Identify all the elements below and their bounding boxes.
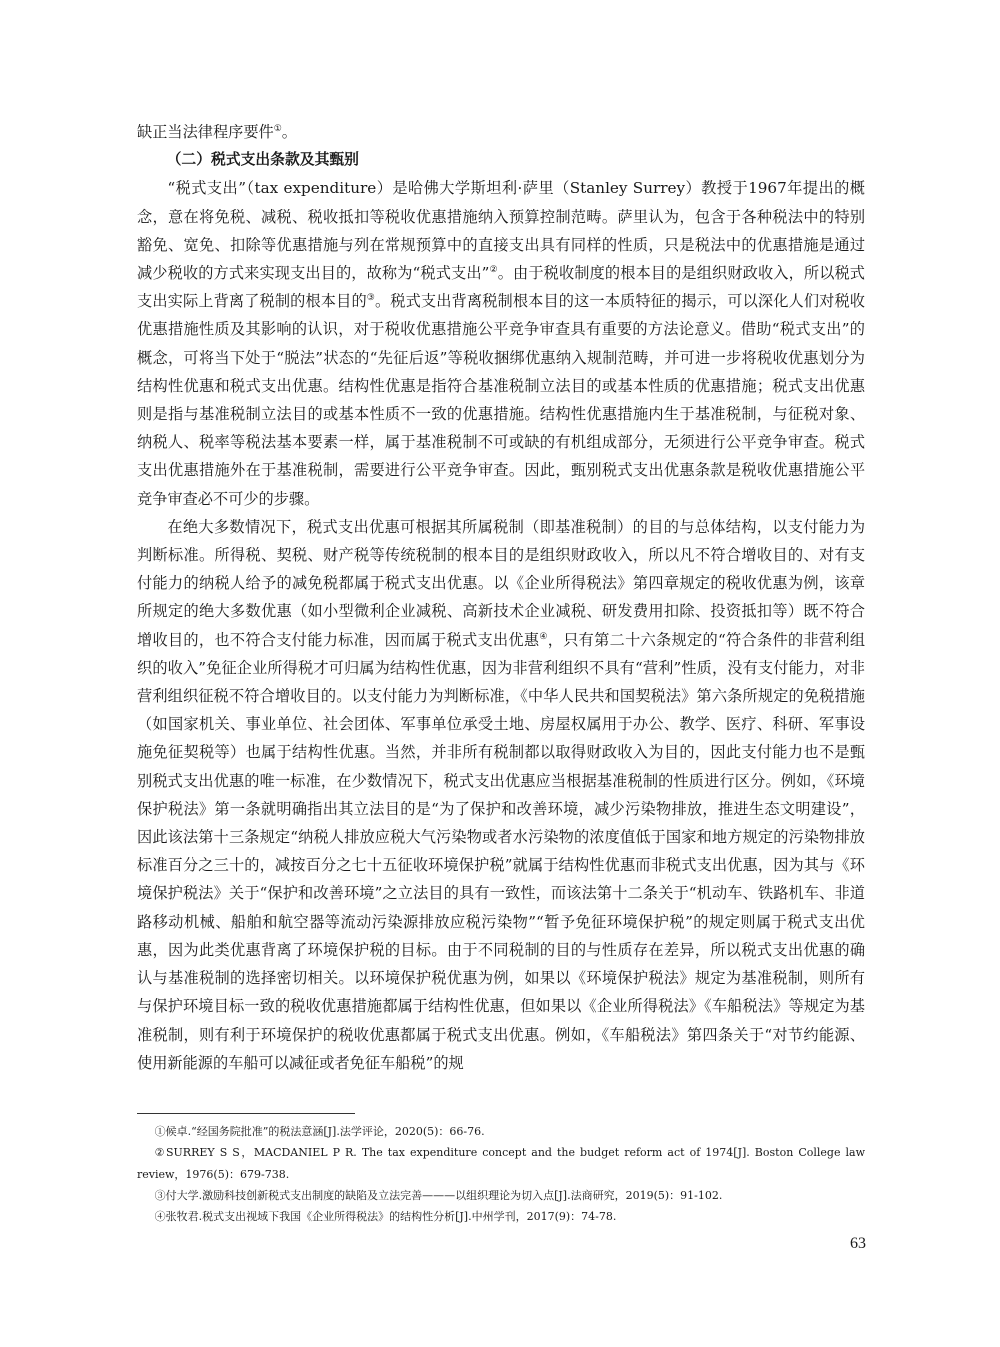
footnote-ref[interactable]: ③	[366, 293, 375, 304]
footnote: ②SURREY S S，MACDANIEL P R. The tax expenditure concept and the budget reform act of 1974[J]. Boston College law review，1976(5)：679-738.	[137, 1146, 865, 1181]
paragraph-text: 。	[281, 123, 297, 141]
paragraph-text: 。税式支出背离税制根本目的这一本质特征的揭示，可以深化人们对税收优惠措施性质及其影响的认识，对于税收优惠措施公平竞争审查具有重要的方法论意义。借助“税式支出”的概念，可将当下处于“脱法”状态的“先征后返”等税收捆绑优惠纳入规制范畴，并可进一步将税收优惠划分为结构性优惠和税式支出优惠。结构性优惠是指符合基准税制立法目的或基本性质的优惠措施；税式支出优惠则是指与基准税制立法目的或基本性质不一致的优惠措施。结构性优惠措施内生于基准税制，与征税对象、纳税人、税率等税法基本要素一样，属于基准税制不可或缺的有机组成部分，无须进行公平竞争审查。税式支出优惠措施外在于基准税制，需要进行公平竞争审查。因此，甄别税式支出优惠条款是税收优惠措施公平竞争审查必不可少的步骤。	[137, 292, 865, 508]
footnote-ref[interactable]: ②	[489, 264, 498, 275]
footnote-ref[interactable]: ①	[273, 123, 282, 134]
footnote: ③付大学.激励科技创新税式支出制度的缺陷及立法完善———以组织理论为切入点[J].法商研究，2019(5)：91-102.	[154, 1188, 723, 1202]
footnotes	[137, 1121, 865, 1227]
paragraph	[137, 513, 865, 1077]
footnote-ref[interactable]: ④	[539, 631, 548, 642]
paragraph-text: 在绝大多数情况下，税式支出优惠可根据其所属税制（即基准税制）的目的与总体结构，以支付能力为判断标准。所得税、契税、财产税等传统税制的根本目的是组织财政收入，所以凡不符合增收目的、对有支付能力的纳税人给予的减免税都属于税式支出优惠。以《企业所得税法》第四章规定的税收优惠为例，该章所规定的绝大多数优惠（如小型微利企业减税、高新技术企业减税、研发费用扣除、投资抵扣等）既不符合增收目的，也不符合支付能力标准，因而属于税式支出优惠	[137, 517, 865, 649]
paragraph-continuation	[137, 118, 865, 146]
footnote: ④张牧君.税式支出视域下我国《企业所得税法》的结构性分析[J].中州学刊，2017(9)：74-78.	[154, 1210, 617, 1224]
body-text	[137, 118, 865, 1077]
paragraph-text: 。由于税收制度的根本目的是组织财政收入，所以税式支出实际上背离了税制的根本目的	[137, 264, 865, 311]
paragraph-text: “税式支出”（tax expenditure）是哈佛大学斯坦利·萨里（Stanley Surrey）教授于1967年提出的概念，意在将免税、减税、税收抵扣等税收优惠措施纳入预算控制范畴。萨里认为，包含于各种税法中的特别豁免、宽免、扣除等优惠措施与列在常规预算中的直接支出具有同样的性质，只是税法中的优惠措施是通过减少税收的方式来实现支出目的，故称为“税式支出”	[137, 179, 865, 283]
footnote-divider	[137, 1113, 355, 1114]
paragraph-text: 缺正当法律程序要件	[137, 123, 274, 141]
page-number: 63	[850, 1235, 866, 1252]
section-heading: （二）税式支出条款及其甄别	[166, 151, 359, 169]
paragraph	[137, 174, 865, 512]
footnote: ①候卓.“经国务院批准”的税法意涵[J].法学评论，2020(5)：66-76.	[154, 1125, 485, 1138]
paragraph-text: ，只有第二十六条规定的“符合条件的非营利组织的收入”免征企业所得税才可归属为结构性优惠，因为非营利组织不具有“营利”性质，没有支付能力，对非营利组织征税不符合增收目的。以支付能力为判断标准，《中华人民共和国契税法》第六条所规定的免税措施（如国家机关、事业单位、社会团体、军事单位承受土地、房屋权属用于办公、教学、医疗、科研、军事设施免征契税等）也属于结构性优惠。当然，并非所有税制都以取得财政收入为目的，因此支付能力也不是甄别税式支出优惠的唯一标准，在少数情况下，税式支出优惠应当根据基准税制的性质进行区分。例如，《环境保护税法》第一条就明确指出其立法目的是“为了保护和改善环境，减少污染物排放，推进生态文明建设”，因此该法第十三条规定“纳税人排放应税大气污染物或者水污染物的浓度值低于国家和地方规定的污染物排放标准百分之三十的，减按百分之七十五征收环境保护税”就属于结构性优惠而非税式支出优惠，因为其与《环境保护税法》关于“保护和改善环境”之立法目的具有一致性，而该法第十二条关于“机动车、铁路机车、非道路移动机械、船舶和航空器等流动污染源排放应税污染物”“暂予免征环境保护税”的规定则属于税式支出优惠，因为此类优惠背离了环境保护税的目标。由于不同税制的目的与性质存在差异，所以税式支出优惠的确认与基准税制的选择密切相关。以环境保护税优惠为例，如果以《环境保护税法》规定为基准税制，则所有与保护环境目标一致的税收优惠措施都属于结构性优惠，但如果以《企业所得税法》《车船税法》等规定为基准税制，则有利于环境保护的税收优惠都属于税式支出优惠。例如，《车船税法》第四条关于“对节约能源、使用新能源的车船可以减征或者免征车船税”的规	[137, 630, 866, 1072]
